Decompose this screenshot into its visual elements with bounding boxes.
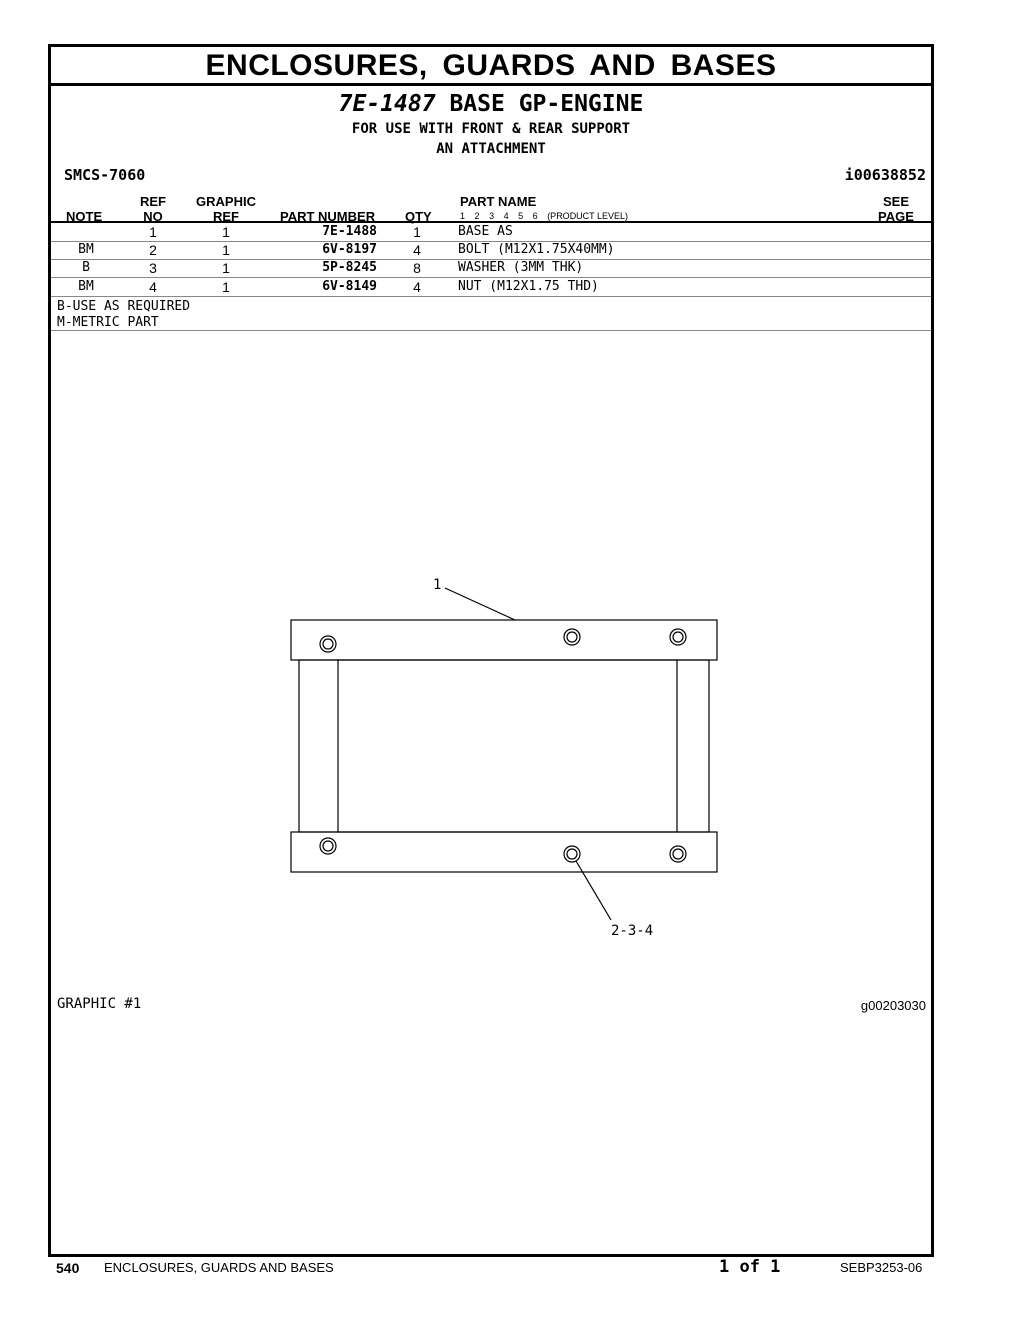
illustration-id: i00638852	[844, 166, 926, 184]
product-level-3: 3	[489, 211, 495, 221]
footer-section: ENCLOSURES, GUARDS AND BASES	[104, 1260, 334, 1275]
product-level-label: (PRODUCT LEVEL)	[547, 211, 629, 221]
page-frame	[48, 44, 934, 1257]
header-part-name: PART NAME	[460, 194, 537, 209]
row-qty: 1	[413, 224, 421, 240]
row-part-name: WASHER (3MM THK)	[458, 260, 584, 275]
header-see-page-top: SEE	[882, 194, 909, 209]
bolt-icon	[320, 838, 336, 854]
callout-1: 1	[433, 577, 442, 593]
row-note: BM	[78, 279, 94, 294]
leader-line-1	[445, 588, 515, 620]
note-line-1: B-USE AS REQUIRED	[57, 299, 191, 314]
header-graphic-ref-bottom: REF	[213, 209, 239, 224]
bolt-icon	[670, 629, 686, 645]
part-title-name: BASE GP-ENGINE	[449, 91, 644, 117]
header-note: NOTE	[66, 209, 103, 224]
row-graphic-ref: 1	[222, 242, 230, 258]
graphic-label: GRAPHIC #1	[57, 996, 142, 1012]
row-note: BM	[78, 242, 94, 257]
row-part-number: 7E-1488	[322, 224, 377, 239]
header-ref-no-bottom: NO	[143, 209, 163, 224]
callout-2-3-4: 2-3-4	[611, 923, 654, 939]
row-ref-no: 1	[149, 224, 157, 240]
row-part-number: 6V-8197	[322, 242, 377, 257]
product-level-4: 4	[503, 211, 509, 221]
top-rail	[291, 620, 717, 660]
footer-page-number: 540	[56, 1260, 80, 1276]
header-graphic-ref-top: GRAPHIC	[196, 194, 256, 209]
row-ref-no: 4	[149, 279, 157, 295]
graphic-id: g00203030	[860, 998, 926, 1013]
header-qty: QTY	[405, 209, 432, 224]
row-qty: 8	[413, 260, 421, 276]
row-graphic-ref: 1	[222, 224, 230, 240]
bolt-icon	[670, 846, 686, 862]
footer-document-id: SEBP3253-06	[840, 1260, 923, 1275]
product-level-6: 6	[532, 211, 538, 221]
row-qty: 4	[413, 279, 421, 295]
row-qty: 4	[413, 242, 421, 258]
note-line-2: M-METRIC PART	[57, 315, 159, 330]
header-part-number: PART NUMBER	[280, 209, 376, 224]
base-assembly-drawing	[51, 47, 931, 1254]
row-ref-no: 3	[149, 260, 157, 276]
row-part-name: BOLT (M12X1.75X40MM)	[458, 242, 615, 257]
leader-line-2	[576, 861, 611, 920]
bottom-rail	[291, 832, 717, 872]
row-part-name: BASE AS	[458, 224, 513, 239]
row-graphic-ref: 1	[222, 260, 230, 276]
product-level-5: 5	[518, 211, 524, 221]
bolt-icon	[564, 629, 580, 645]
row-part-number: 6V-8149	[322, 279, 377, 294]
part-subtitle-line-2: AN ATTACHMENT	[436, 141, 546, 157]
header-see-page-bottom: PAGE	[878, 209, 914, 224]
bolt-icon	[320, 636, 336, 652]
right-crossmember	[677, 660, 709, 832]
product-level-2: 2	[474, 211, 480, 221]
part-title-number: 7E-1487	[338, 91, 436, 117]
row-part-number: 5P-8245	[322, 260, 377, 275]
row-ref-no: 2	[149, 242, 157, 258]
row-part-name: NUT (M12X1.75 THD)	[458, 279, 599, 294]
footer-sheet-count: 1 of 1	[719, 1257, 781, 1277]
header-ref-no-top: REF	[140, 194, 166, 209]
smcs-code: SMCS-7060	[64, 166, 146, 184]
section-title: ENCLOSURES, GUARDS AND BASES	[51, 47, 931, 86]
left-crossmember	[299, 660, 338, 832]
row-graphic-ref: 1	[222, 279, 230, 295]
row-note: B	[82, 260, 90, 275]
bolt-icon	[564, 846, 580, 862]
part-subtitle-line-1: FOR USE WITH FRONT & REAR SUPPORT	[351, 121, 631, 137]
product-level-1: 1	[460, 211, 466, 221]
